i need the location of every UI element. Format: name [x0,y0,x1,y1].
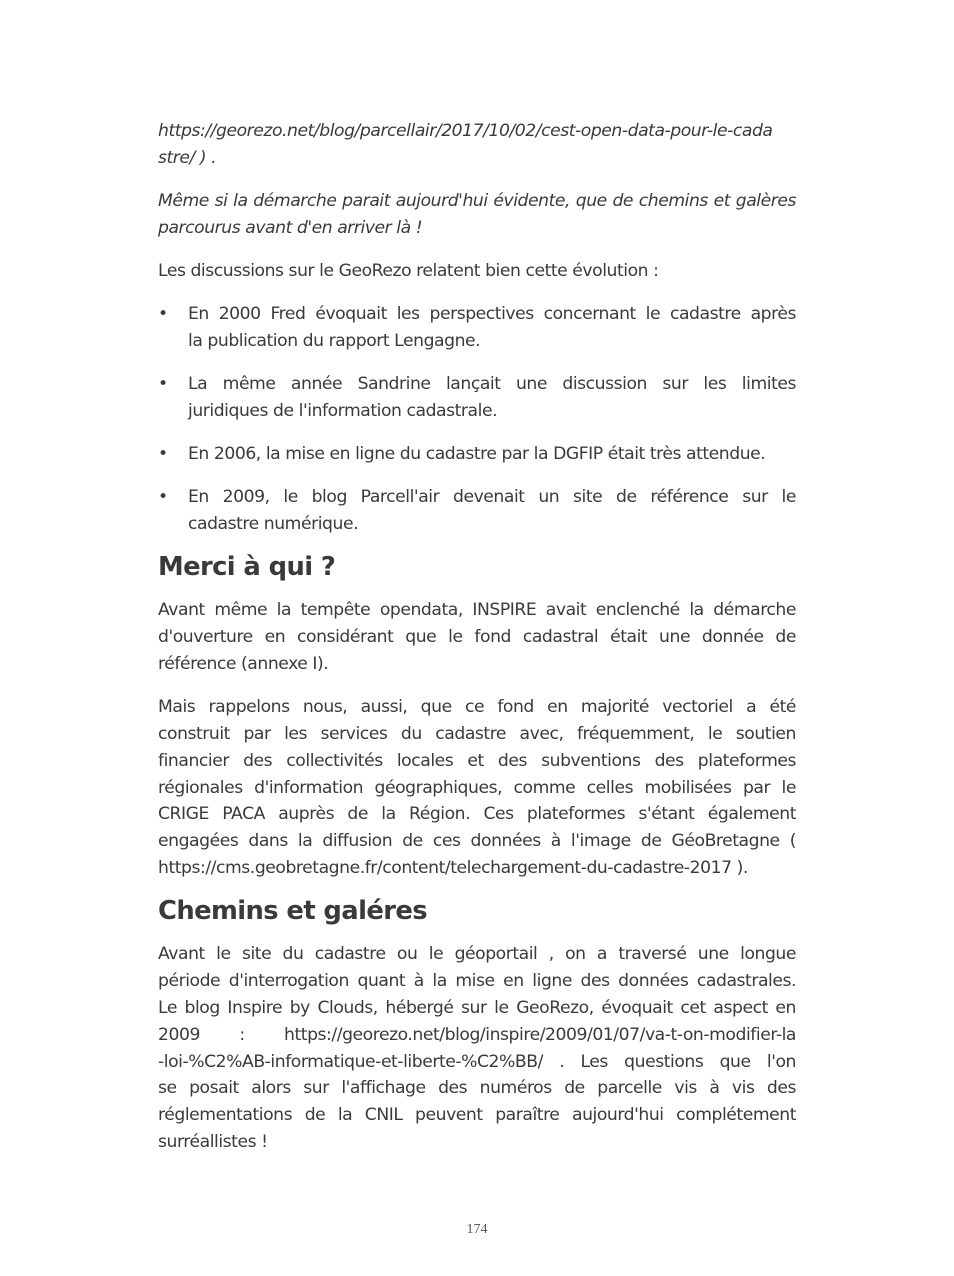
vectoriel-paragraph: Mais rappelons nous, aussi, que ce fond en majorité vectoriel a été construit par les services du cadastre avec, fréquemment, le soutien financier des collectivités locales et des subventions des plateformes régionales d'information géographiques, comme celles mobilisées par le CRIGE PACA auprès de la Région. Ces plateformes s'étant également engagées dans la diffusion de ces données à l'image de GéoBretagne ( https://cms.geobretagne.fr/content/telechargement-du-cadastre-2017 ). [158,694,796,882]
intro-url-line[interactable]: https://georezo.net/blog/parcellair/2017/10/02/cest-open-data-pour-le-cada [158,121,773,141]
list-item: • En 2006, la mise en ligne du cadastre par la DGFIP était très attendue. [158,441,796,468]
quote-paragraph [158,188,796,242]
bullet-icon: • [158,444,168,465]
section-heading-merci: Merci à qui ? [158,552,336,583]
discussions-intro: Les discussions sur le GeoRezo relatent bien cette évolution : [158,260,659,281]
inspire-blog-url[interactable]: 2009 : https://georezo.net/blog/inspire/2009/01/07/va-t-on-modifier-la [158,1024,796,1045]
bullet-icon: • [158,304,168,325]
evolution-bullet-list [158,301,796,538]
bullet-icon: • [158,374,168,395]
page-number: 174 [466,1222,488,1237]
intro-url-line[interactable]: stre/ ) . [158,147,217,168]
inspire-paragraph: Avant même la tempête opendata, INSPIRE avait enclenché la démarche d'ouverture en considérant que le fond cadastral était une donnée de référence (annexe I). [158,600,796,675]
quote-line: Même si la démarche parait aujourd'hui évidente, que de chemins et galères [158,190,796,211]
list-item: • En 2000 Fred évoquait les perspectives concernant le cadastre après la publication du rapport Lengagne. [158,301,796,355]
list-item: • En 2009, le blog Parcell'air devenait un site de référence sur le cadastre numérique. [158,484,796,538]
section-heading-chemins: Chemins et galéres [158,896,428,927]
quote-line: parcourus avant d'en arriver là ! [158,217,423,238]
bullet-icon: • [158,487,168,508]
list-item: • La même année Sandrine lançait une discussion sur les limites juridiques de l'information cadastrale. [158,371,796,425]
geobretagne-url[interactable]: https://cms.geobretagne.fr/content/telechargement-du-cadastre-2017 ). [158,858,748,879]
document-page [158,118,796,1172]
chemins-paragraph: Avant le site du cadastre ou le géoportail , on a traversé une longue période d'interrogation quant à la mise en ligne des données cadastrales. Le blog Inspire by Clouds, hébergé sur le GeoRezo, évoquait cet aspect en 2009 : https://georezo.net/blog/inspire/2009/01/07/va-t-on-modifier-la -loi-%C2%AB-informatique-et-liberte-%C2%BB/ . Les questions que l'on se posait alors sur l'affichage des numéros de parcelle vis à vis des réglementations de la CNIL peuvent paraître aujourd'hui complétement surréallistes ! [158,944,796,1152]
intro-url-paragraph [158,118,796,172]
